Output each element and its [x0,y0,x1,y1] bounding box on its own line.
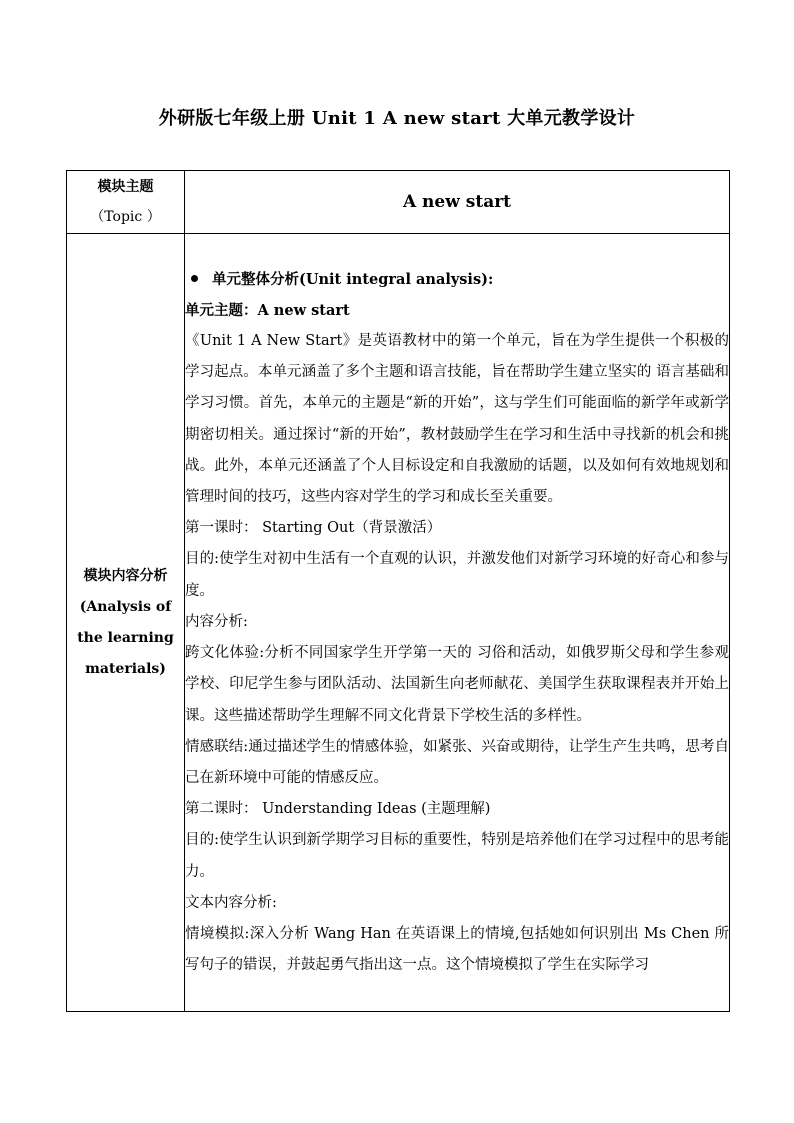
topic-value: A new start [185,171,730,234]
analysis-row [67,234,730,1012]
lesson1-content-heading: 内容分析: [185,613,248,630]
lesson2-scenario: 情境模拟:深入分析 Wang Han 在英语课上的情境,包括她如何识别出 Ms Chen 所写句子的错误，并鼓起勇气指出这一点。这个情境模拟了学生在实际学习 [185,925,729,974]
bullet-heading-text: 单元整体分析(Unit integral analysis): [212,270,494,288]
topic-label-en: （Topic ） [90,209,161,225]
topic-row [67,171,730,234]
unit-theme: 单元主题：A new start [185,301,350,319]
analysis-label-cell [67,234,185,1012]
analysis-label: 模块内容分析 [83,567,168,584]
design-table [66,170,730,1012]
lesson1-heading: 第一课时： Starting Out（背景激活） [185,520,442,537]
bullet-icon [191,275,198,282]
topic-label: 模块主题 [97,179,154,195]
analysis-label-en-1: (Analysis of [79,598,172,615]
lesson1-emotion: 情感联结:通过描述学生的情感体验，如紧张、兴奋或期待，让学生产生共鸣，思考自己在新环境中可能的情感反应。 [185,738,729,786]
lesson2-goal: 目的:使学生认识到新学期学习目标的重要性，特别是培养他们在学习过程中的思考能力。 [185,832,729,880]
lesson1-cross-culture: 跨文化体验:分析不同国家学生开学第一天的 习俗和活动，如俄罗斯父母和学生参观学校、印尼学生参与团队活动、法国新生向老师献花、美国学生获取课程表并开始上课。这些描述帮助学生理解不同文化背景下学校生活的多样性。 [185,645,729,724]
topic-label-cell [67,171,185,234]
analysis-label-en-2: the learning [77,629,174,646]
document-title: 外研版七年级上册 Unit 1 A new start 大单元教学设计 [158,108,636,129]
overview-paragraph: 《Unit 1 A New Start》是英语教材中的第一个单元，旨在为学生提供一个积极的学习起点。本单元涵盖了多个主题和语言技能，旨在帮助学生建立坚实的 语言基础和学习习惯。首先，本单元的主题是“新的开始”，这与学生们可能面临的新学年或新学期密切相关。通过探讨“新的开始”，教材鼓励学生在学习和生活中寻找新的机会和挑战。此外，本单元还涵盖了个人目标设定和自我激励的话题，以及如何有效地规划和管理时间的技巧，这些内容对学生的学习和成长至关重要。 [185,333,729,506]
bullet-heading [185,264,729,295]
analysis-label-en-3: materials) [85,660,166,677]
lesson2-text-heading: 文本内容分析: [185,894,277,911]
lesson2-heading: 第二课时： Understanding Ideas (主题理解) [185,801,491,818]
lesson1-goal: 目的:使学生对初中生活有一个直观的认识，并激发他们对新学习环境的好奇心和参与度。 [185,551,729,599]
analysis-content [185,234,730,1012]
